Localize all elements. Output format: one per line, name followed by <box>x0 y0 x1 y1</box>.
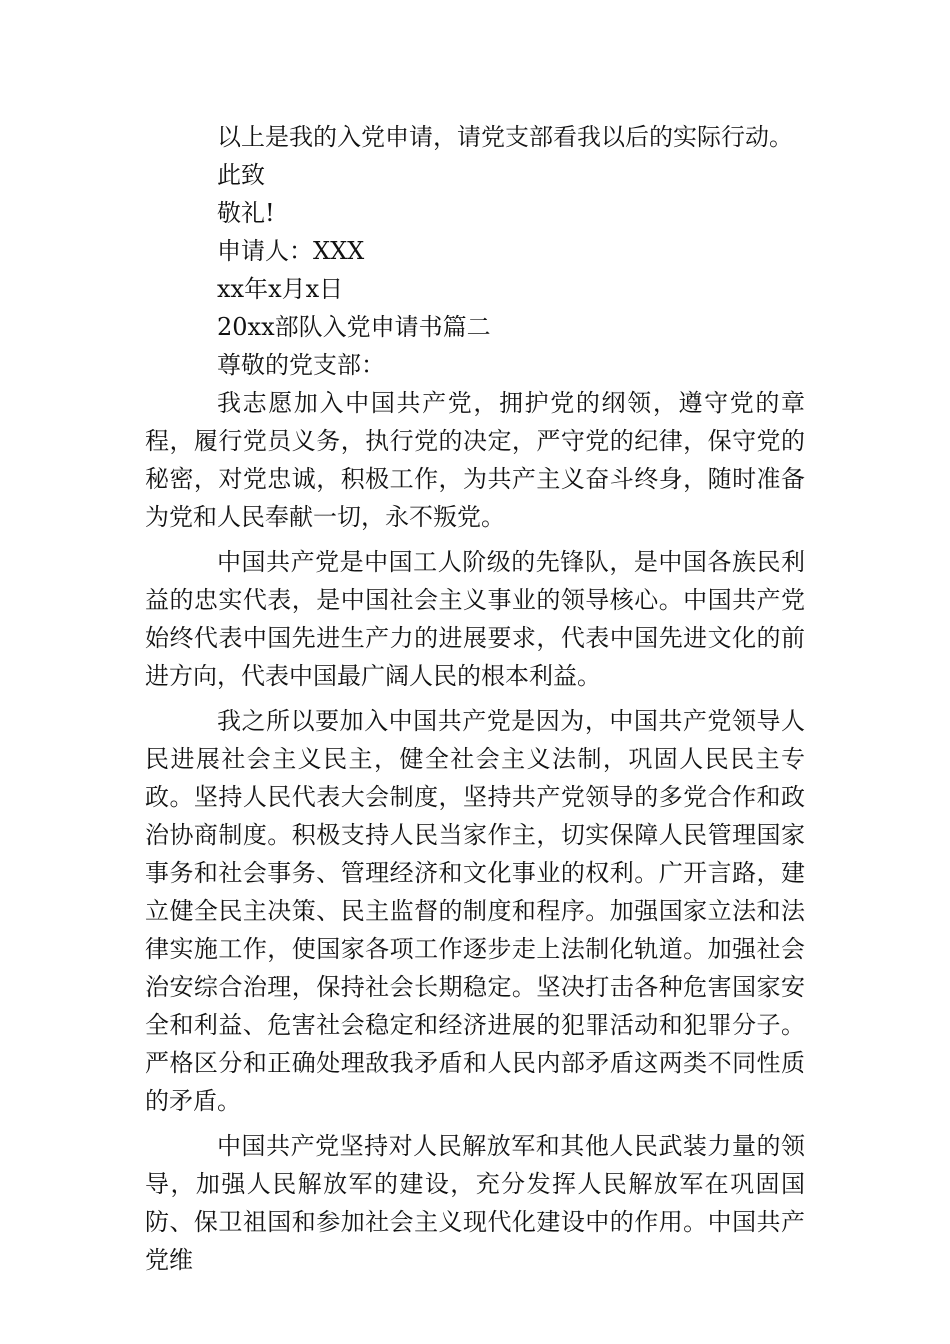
application-date: xx年x月x日 <box>217 275 344 303</box>
salutation-ci-zhi: 此致 <box>217 161 265 189</box>
salutation-jing-li: 敬礼! <box>217 199 275 227</box>
paragraph-reasons: 我之所以要加入中国共产党是因为，中国共产党领导人民进展社会主义民主，健全社会主义法制，巩固人民民主专政。坚持人民代表大会制度，坚持共产党领导的多党合作和政治协商制度。积极支持人民当家作主，切实保障人民管理国家事务和社会事务、管理经济和文化事业的权利。广开言路，建立健全民主决策、民主监督的制度和程序。加强国家立法和法律实施工作，使国家各项工作逐步走上法制化轨道。加强社会治安综合治理，保持社会长期稳定。坚决打击各种危害国家安全和利益、危害社会稳定和经济进展的犯罪活动和犯罪分子。严格区分和正确处理敌我矛盾和人民内部矛盾这两类不同性质的矛盾。 <box>145 707 805 1115</box>
document-body <box>145 118 805 1286</box>
section-heading: 20xx部队入党申请书篇二 <box>217 313 491 341</box>
applicant-name: 申请人：XXX <box>217 237 365 265</box>
greeting: 尊敬的党支部： <box>217 351 385 379</box>
paragraph-party-nature: 中国共产党是中国工人阶级的先锋队，是中国各族民利益的忠实代表，是中国社会主义事业的领导核心。中国共产党始终代表中国先进生产力的进展要求，代表中国先进文化的前进方向，代表中国最广阔人民的根本利益。 <box>145 548 805 690</box>
paragraph-pledge: 我志愿加入中国共产党，拥护党的纲领，遵守党的章程，履行党员义务，执行党的决定，严守党的纪律，保守党的秘密，对党忠诚，积极工作，为共产主义奋斗终身，随时准备为党和人民奉献一切，永不叛党。 <box>145 389 805 531</box>
closing-statement: 以上是我的入党申请，请党支部看我以后的实际行动。 <box>217 123 793 151</box>
paragraph-army-leadership: 中国共产党坚持对人民解放军和其他人民武装力量的领导，加强人民解放军的建设，充分发挥人民解放军在巩固国防、保卫祖国和参加社会主义现代化建设中的作用。中国共产党维 <box>145 1132 805 1274</box>
